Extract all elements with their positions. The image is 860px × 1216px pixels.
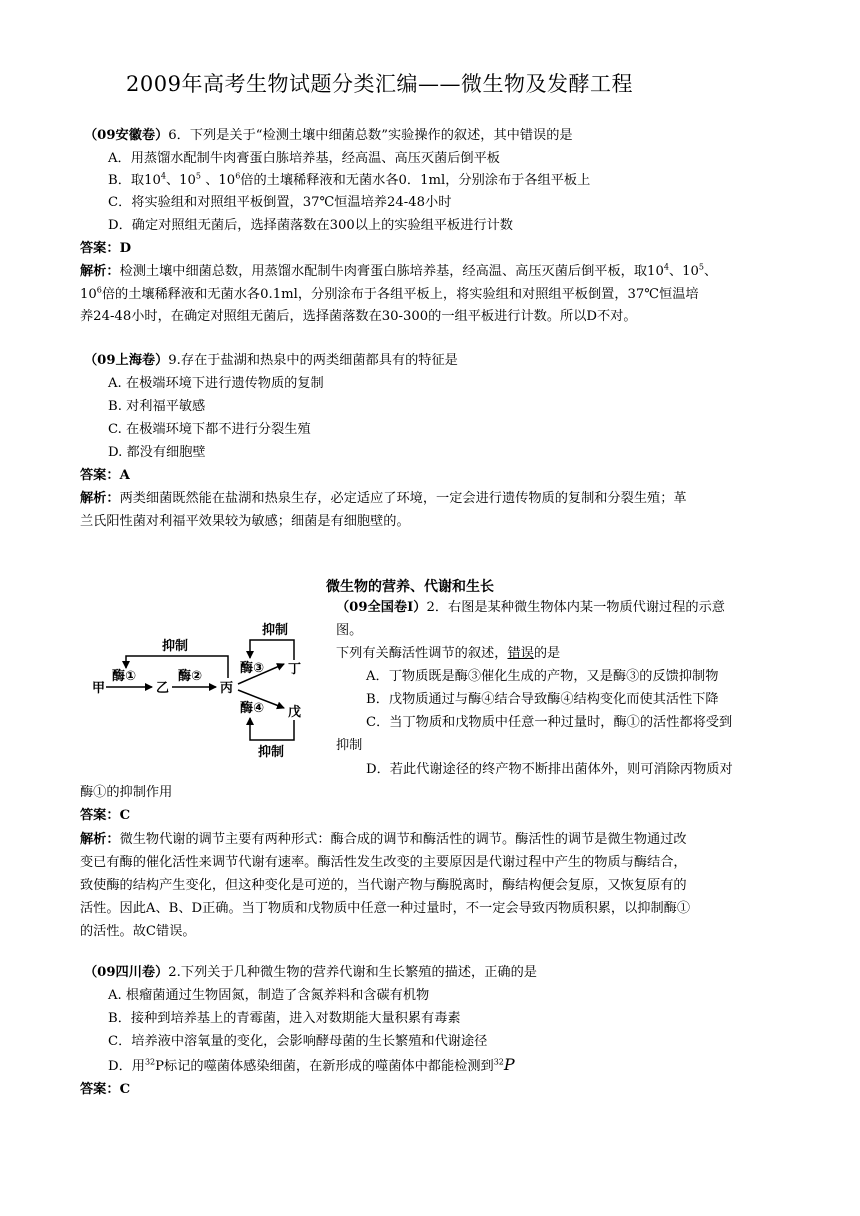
q3-analysis-line-5: 的活性。故C错误。 (80, 924, 196, 939)
answer-value: C (119, 808, 131, 823)
metabolic-pathway-diagram (90, 620, 320, 760)
q2-stem (84, 350, 458, 372)
exponent: 6 (235, 171, 241, 181)
analysis-label: 解析： (80, 832, 120, 847)
q3-option-c-line-1: C．当丁物质和戊物质中任意一种过量时，酶①的活性都将受到 (366, 715, 733, 730)
answer-label: 答案： (80, 808, 120, 823)
q3-analysis-line-3: 致使酶的结构产生变化，但这种变化是可逆的，当代谢产物与酶脱离时，酶结构便会复原，又恢复原有的 (80, 878, 687, 893)
q3-analysis-line-1 (80, 829, 687, 851)
q1-option-c: C．将实验组和对照组平板倒置，37℃恒温培养24-48小时 (108, 195, 452, 210)
answer-label: 答案： (80, 1082, 120, 1097)
answer-label: 答案： (80, 468, 120, 483)
q4-option-c: C．培养液中溶氧量的变化，会影响酵母菌的生长繁殖和代谢途径 (108, 1034, 488, 1049)
q4-option-b: B．接种到培养基上的青霉菌，进入对数期能大量积累有毒素 (108, 1011, 461, 1026)
q4-option-d-part: D．用 (108, 1059, 145, 1074)
inhibition-line-ding-enzyme3 (250, 640, 294, 660)
answer-value: D (119, 241, 131, 256)
q3-option-b: B．戊物质通过与酶④结合导致酶④结构变化而使其活性下降 (366, 692, 719, 707)
q2-stem-text: 9.存在于盐湖和热泉中的两类细菌都具有的特征是 (168, 353, 458, 368)
inhibit-label-bottom: 抑制 (258, 745, 285, 760)
analysis-text: 10 (80, 287, 97, 302)
q3-option-a: A．丁物质既是酶③催化生成的产物，又是酶③的反馈抑制物 (366, 669, 719, 684)
q1-option-b-part: 、10 (201, 173, 236, 188)
q1-stem (84, 125, 573, 147)
q3-stem-text: 下列有关酶活性调节的叙述， (336, 646, 508, 661)
q4-stem (84, 962, 537, 984)
substance-wu: 戊 (288, 705, 302, 720)
q2-option-d: D. 都没有细胞壁 (108, 445, 206, 460)
q1-stem-text: 6．下列是关于“检测土壤中细菌总数”实验操作的叙述，其中错误的是 (168, 128, 573, 143)
q4-source: （09四川卷） (84, 965, 169, 980)
q1-option-b-part: 倍的土壤稀释液和无菌水各0．1ml，分别涂布于各组平板上 (240, 173, 591, 188)
enzyme-2-label: 酶② (178, 669, 203, 684)
q2-option-c: C. 在极端环境下都不进行分裂生殖 (108, 422, 311, 437)
inhibit-label-right: 抑制 (262, 623, 289, 638)
analysis-text: 、 (704, 264, 718, 279)
exponent: 6 (96, 285, 102, 295)
analysis-text: 微生物代谢的调节主要有两种形式：酶合成的调节和酶活性的调节。酶活性的调节是微生物通过改 (119, 832, 687, 847)
analysis-text: 检测土壤中细菌总数，用蒸馏水配制牛肉膏蛋白胨培养基，经高温、高压灭菌后倒平板，取10 (119, 264, 664, 279)
q3-answer (80, 805, 130, 827)
q1-option-b-part: 、10 (165, 173, 196, 188)
q2-option-a: A. 在极端环境下进行遗传物质的复制 (108, 376, 324, 391)
answer-value: A (119, 468, 130, 483)
q2-analysis-line-1 (80, 488, 687, 510)
q1-analysis-line-2 (80, 284, 699, 306)
exponent: 5 (698, 262, 704, 272)
inhibition-line-wu-enzyme4 (250, 718, 294, 740)
inhibit-label-left: 抑制 (162, 639, 189, 654)
q1-analysis-line-3: 养24-48小时，在确定对照组无菌后，选择菌落数在30-300的一组平板进行计数。所以D不对。 (80, 309, 637, 324)
exponent: 4 (160, 171, 166, 181)
answer-value: C (119, 1082, 131, 1097)
q3-option-c-line-2: 抑制 (336, 738, 363, 753)
substance-yi: 乙 (156, 681, 170, 696)
q1-option-b (108, 170, 590, 192)
section-title: 微生物的营养、代谢和生长 (326, 579, 494, 595)
q3-analysis-line-2: 变已有酶的催化活性来调节代谢有速率。酶活性发生改变的主要原因是代谢过程中产生的物质与酶结合， (80, 855, 687, 870)
q1-option-b-part: B．取10 (108, 173, 161, 188)
q4-option-d (108, 1054, 515, 1078)
q3-option-d-line-1: D．若此代谢途径的终产物不断排出菌体外，则可消除丙物质对 (366, 762, 733, 777)
exponent: 5 (195, 171, 202, 181)
q3-stem-text: 的是 (533, 646, 561, 661)
analysis-label: 解析： (80, 491, 120, 506)
q2-source: （09上海卷） (84, 353, 169, 368)
page-title: 2009年高考生物试题分类汇编——微生物及发酵工程 (126, 72, 633, 96)
q3-analysis-line-4: 活性。因此A、B、D正确。当丁物质和戊物质中任意一种过量时，不一定会导致丙物质积累，以抑制酶① (80, 901, 691, 916)
phosphorus-symbol: P (503, 1055, 515, 1074)
q3-stem-text: 2．右图是某种微生物体内某一物质代谢过程的示意 (426, 600, 725, 615)
q4-option-a: A. 根瘤菌通过生物固氮，制造了含氮养料和含碳有机物 (108, 988, 430, 1003)
answer-label: 答案： (80, 241, 120, 256)
exponent: 4 (663, 262, 669, 272)
q2-analysis-line-2: 兰氏阳性菌对利福平效果较为敏感；细菌是有细胞壁的。 (80, 514, 410, 529)
substance-bing: 丙 (220, 681, 234, 696)
q3-stem-underlined: 错误 (507, 646, 534, 661)
q4-option-d-part: P标记的噬菌体感染细菌，在新形成的噬菌体中都能检测到 (155, 1059, 494, 1074)
q2-option-b: B. 对利福平敏感 (108, 399, 206, 414)
substance-ding: 丁 (288, 662, 302, 677)
q4-stem-text: 2.下列关于几种微生物的营养代谢和生长繁殖的描述，正确的是 (168, 965, 537, 980)
analysis-label: 解析： (80, 264, 120, 279)
q1-option-a: A．用蒸馏水配制牛肉膏蛋白胨培养基，经高温、高压灭菌后倒平板 (108, 151, 500, 166)
inhibition-line-bing-enzyme1 (126, 656, 228, 678)
isotope-superscript: 32 (493, 1057, 504, 1067)
analysis-text: 两类细菌既然能在盐湖和热泉生存，必定适应了环境，一定会进行遗传物质的复制和分裂生殖；革 (119, 491, 687, 506)
enzyme-1-label: 酶① (112, 669, 137, 684)
enzyme-3-label: 酶③ (240, 661, 265, 676)
q3-stem-line-3 (336, 643, 560, 665)
analysis-text: 、10 (668, 264, 699, 279)
q4-answer (80, 1079, 130, 1101)
q3-stem-line-2: 图。 (336, 623, 363, 638)
q1-option-d: D．确定对照组无菌后，选择菌落数在300以上的实验组平板进行计数 (108, 218, 513, 233)
isotope-superscript: 32 (144, 1057, 156, 1067)
q3-source: （09全国卷Ⅰ） (336, 600, 427, 615)
q3-option-d-line-2: 酶①的抑制作用 (80, 785, 173, 800)
substance-jia: 甲 (92, 681, 106, 696)
analysis-text: 倍的土壤稀释液和无菌水各0.1ml，分别涂布于各组平板上，将实验组和对照组平板倒置，37℃恒温培 (101, 287, 699, 302)
q3-stem-line-1 (336, 597, 725, 619)
q1-source: （09安徽卷） (84, 128, 169, 143)
q1-analysis-line-1 (80, 261, 717, 283)
q1-answer (80, 238, 131, 260)
q2-answer (80, 465, 130, 487)
enzyme-4-label: 酶④ (240, 701, 265, 716)
